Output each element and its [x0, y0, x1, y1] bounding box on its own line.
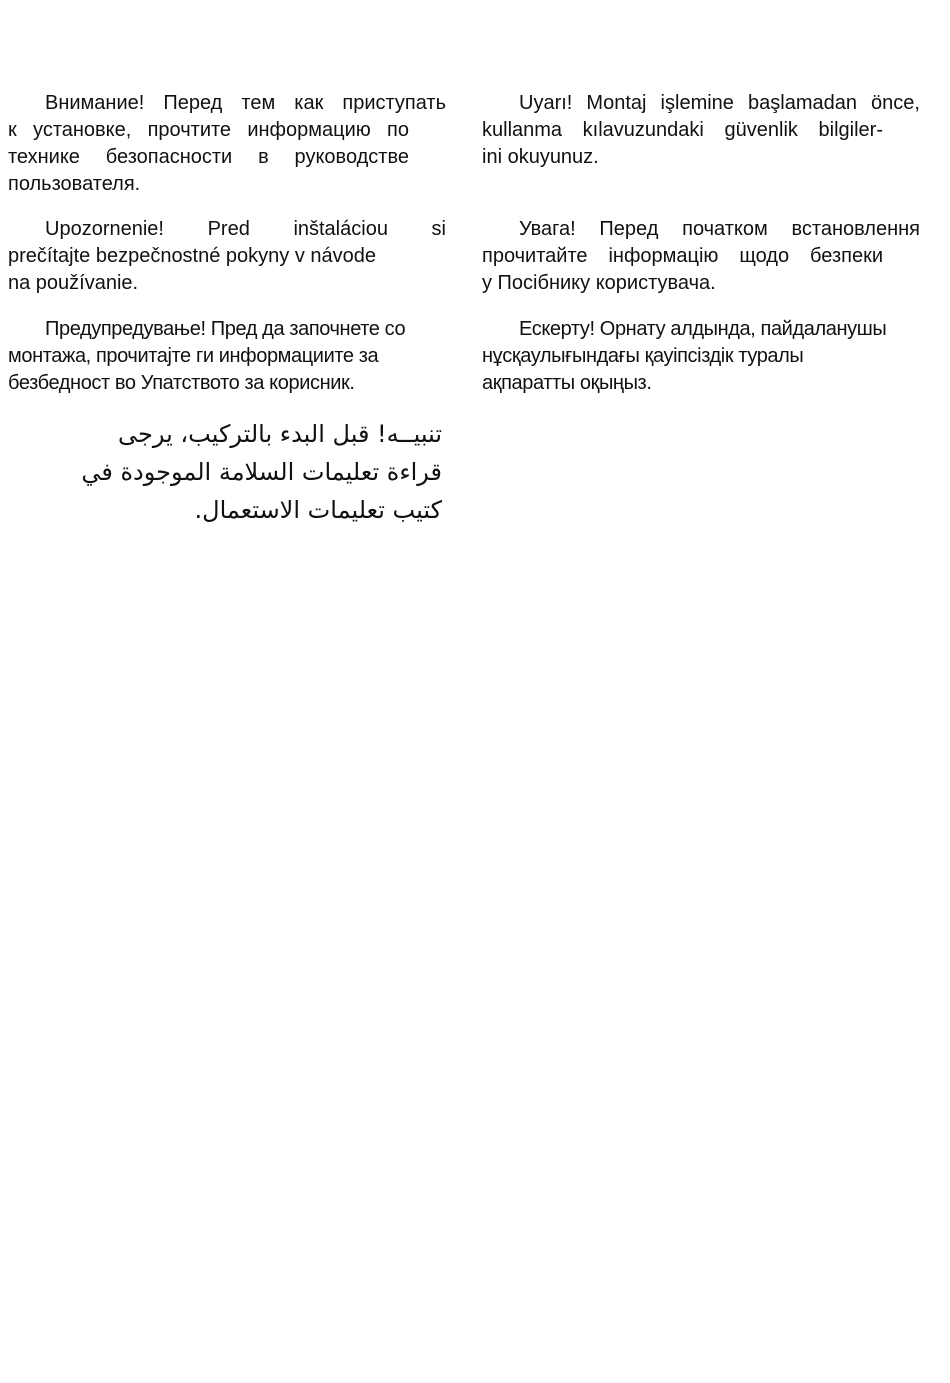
warning-line: технике безопасности в руководстве	[8, 146, 409, 168]
warning-line: ақпаратты оқыңыз.	[482, 372, 652, 394]
warning-line: ini okuyunuz.	[482, 146, 599, 168]
warning-line: безбедност во Упатството за корисник.	[8, 372, 355, 394]
warning-line: у Посібнику користувача.	[482, 272, 716, 294]
warning-line: Uyarı! Montaj işlemine başlamadan önce,	[519, 92, 920, 114]
warning-line: na používanie.	[8, 272, 139, 294]
warning-line: Предупредување! Пред да започнете со	[45, 318, 406, 340]
warning-line: пользователя.	[8, 173, 141, 195]
warning-line: قراءة تعليمات السلامة الموجودة في	[81, 458, 442, 486]
warning-line: монтажа, прочитајте ги информациите за	[8, 345, 379, 367]
warning-line: нұсқаулығындағы қауіпсіздік туралы	[482, 345, 804, 367]
warning-arabic	[60, 415, 442, 529]
warning-line: к установке, прочтите информацию по	[8, 119, 409, 141]
warning-line: Увага! Перед початком встановлення	[519, 218, 920, 240]
warning-line: прочитайте інформацію щодо безпеки	[482, 245, 883, 267]
warning-line: Upozornenie! Pred inštaláciou si	[45, 218, 446, 240]
warning-line: كتيب تعليمات الاستعمال.	[194, 496, 442, 524]
warning-line: kullanma kılavuzundaki güvenlik bilgiler-	[482, 119, 883, 141]
warning-line: prečítajte bezpečnostné pokyny v návode	[8, 245, 377, 267]
warning-line: تنبيــه! قبل البدء بالتركيب، يرجى	[118, 420, 442, 448]
warning-line: Ескерту! Орнату алдында, пайдаланушы	[519, 318, 887, 340]
warning-line: Внимание! Перед тем как приступать	[45, 92, 446, 114]
